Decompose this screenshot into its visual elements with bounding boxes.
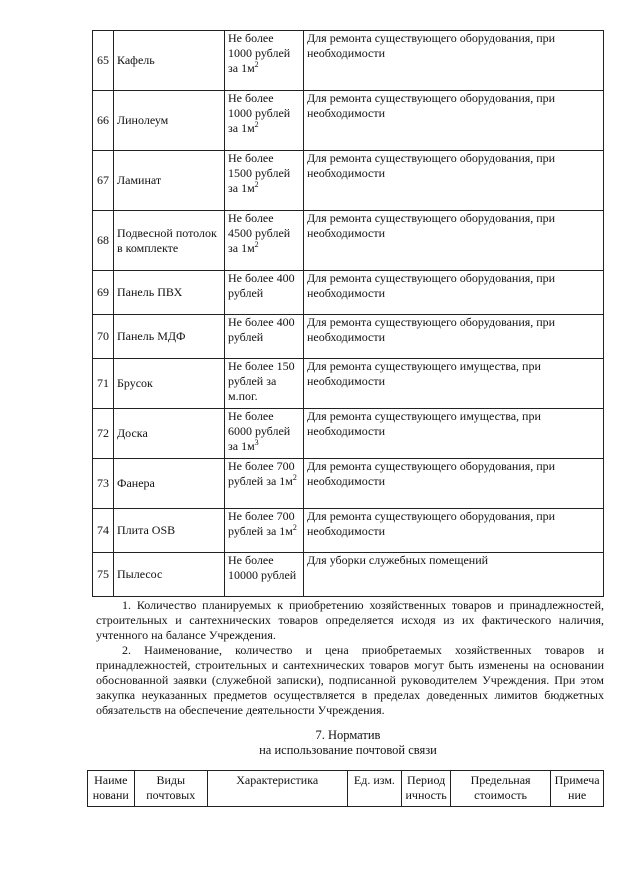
section-subtitle: на использование почтовой связи [259, 743, 437, 757]
item-purpose: Для ремонта существующего оборудования, при необходимости [304, 459, 604, 509]
item-price-limit [225, 359, 304, 409]
table-row [93, 91, 604, 151]
notes-block [96, 598, 604, 718]
item-price-limit [225, 31, 304, 91]
price-unit-exponent: 2 [254, 120, 259, 129]
goods-norms-table [92, 30, 604, 597]
item-purpose: Для ремонта существующего оборудования, при необходимости [304, 91, 604, 151]
price-unit-exponent: 2 [254, 180, 259, 189]
item-name: Линолеум [114, 91, 225, 151]
item-purpose: Для ремонта существующего имущества, при необходимости [304, 409, 604, 459]
price-text: Не более 6000 рублей за 1м [228, 409, 291, 453]
item-name: Плита OSB [114, 509, 225, 553]
price-text: Не более 150 рублей за м.пог. [228, 359, 295, 403]
item-purpose: Для ремонта существующего оборудования, при необходимости [304, 151, 604, 211]
row-number: 70 [93, 315, 114, 359]
table-row [93, 315, 604, 359]
row-number: 65 [93, 31, 114, 91]
postal-header-characteristic: Характеристика [207, 771, 347, 807]
table-row [93, 359, 604, 409]
table-row [93, 151, 604, 211]
price-unit-exponent: 2 [292, 473, 297, 482]
item-name: Фанера [114, 459, 225, 509]
row-number: 72 [93, 409, 114, 459]
table-row [93, 409, 604, 459]
item-price-limit [225, 553, 304, 597]
item-price-limit [225, 315, 304, 359]
price-text: Не более 700 рублей за 1м [228, 459, 295, 488]
note-2: 2. Наименование, количество и цена приобретаемых хозяйственных товаров и принадлежностей, строительных и сантехнических товаров могут быть изменены на основании обоснованной заявки (служебной записки), подписанной руководителем Учреждения. При этом закупка неуказанных предметов осуществляется в пределах доведенных лимитов бюджетных обязательств на обеспечение деятельности Учреждения. [96, 643, 604, 717]
item-price-limit [225, 211, 304, 271]
row-number: 74 [93, 509, 114, 553]
item-purpose: Для ремонта существующего оборудования, при необходимости [304, 315, 604, 359]
price-text: Не более 400 рублей [228, 271, 295, 300]
price-text: Не более 10000 рублей [228, 553, 297, 582]
item-price-limit [225, 91, 304, 151]
table-row [93, 31, 604, 91]
price-text: Не более 700 рублей за 1м [228, 509, 295, 538]
item-price-limit [225, 409, 304, 459]
section-heading [92, 728, 604, 758]
table-row [93, 509, 604, 553]
item-purpose: Для ремонта существующего оборудования, при необходимости [304, 509, 604, 553]
table-row [93, 459, 604, 509]
postal-header-name: Наиме новани [88, 771, 135, 807]
item-name: Пылесос [114, 553, 225, 597]
postal-norms-table [87, 770, 604, 807]
row-number: 75 [93, 553, 114, 597]
item-purpose: Для уборки служебных помещений [304, 553, 604, 597]
price-text: Не более 1000 рублей за 1м [228, 31, 291, 75]
item-price-limit [225, 459, 304, 509]
item-name: Ламинат [114, 151, 225, 211]
table-row [93, 211, 604, 271]
item-purpose: Для ремонта существующего оборудования, при необходимости [304, 271, 604, 315]
price-unit-exponent: 2 [292, 523, 297, 532]
postal-header-max-cost: Предельная стоимость [450, 771, 550, 807]
section-number-title: 7. Норматив [315, 728, 381, 742]
item-price-limit [225, 509, 304, 553]
item-name: Кафель [114, 31, 225, 91]
item-name: Панель ПВХ [114, 271, 225, 315]
price-unit-exponent: 2 [254, 240, 259, 249]
item-price-limit [225, 271, 304, 315]
table-row [93, 271, 604, 315]
goods-table-body [93, 31, 604, 597]
note-1: 1. Количество планируемых к приобретению хозяйственных товаров и принадлежностей, строительных и сантехнических товаров определяется исходя из их фактического наличия, учтенного на балансе Учреждения. [96, 598, 604, 642]
price-text: Не более 4500 рублей за 1м [228, 211, 291, 255]
postal-header-periodicity: Период ичность [402, 771, 451, 807]
item-name: Брусок [114, 359, 225, 409]
row-number: 67 [93, 151, 114, 211]
price-text: Не более 1000 рублей за 1м [228, 91, 291, 135]
item-purpose: Для ремонта существующего оборудования, при необходимости [304, 31, 604, 91]
postal-header-unit: Ед. изм. [347, 771, 402, 807]
price-unit-exponent: 2 [254, 60, 259, 69]
item-price-limit [225, 151, 304, 211]
row-number: 71 [93, 359, 114, 409]
row-number: 68 [93, 211, 114, 271]
item-name: Панель МДФ [114, 315, 225, 359]
item-name: Доска [114, 409, 225, 459]
table-row [93, 553, 604, 597]
postal-header-row [88, 771, 604, 807]
item-name: Подвесной потолок в комплекте [114, 211, 225, 271]
price-unit-exponent: 3 [254, 438, 259, 447]
price-text: Не более 400 рублей [228, 315, 295, 344]
item-purpose: Для ремонта существующего имущества, при необходимости [304, 359, 604, 409]
row-number: 73 [93, 459, 114, 509]
row-number: 69 [93, 271, 114, 315]
postal-header-types: Виды почтовых [134, 771, 207, 807]
row-number: 66 [93, 91, 114, 151]
postal-header-note: Примеча ние [551, 771, 604, 807]
item-purpose: Для ремонта существующего оборудования, при необходимости [304, 211, 604, 271]
price-text: Не более 1500 рублей за 1м [228, 151, 291, 195]
